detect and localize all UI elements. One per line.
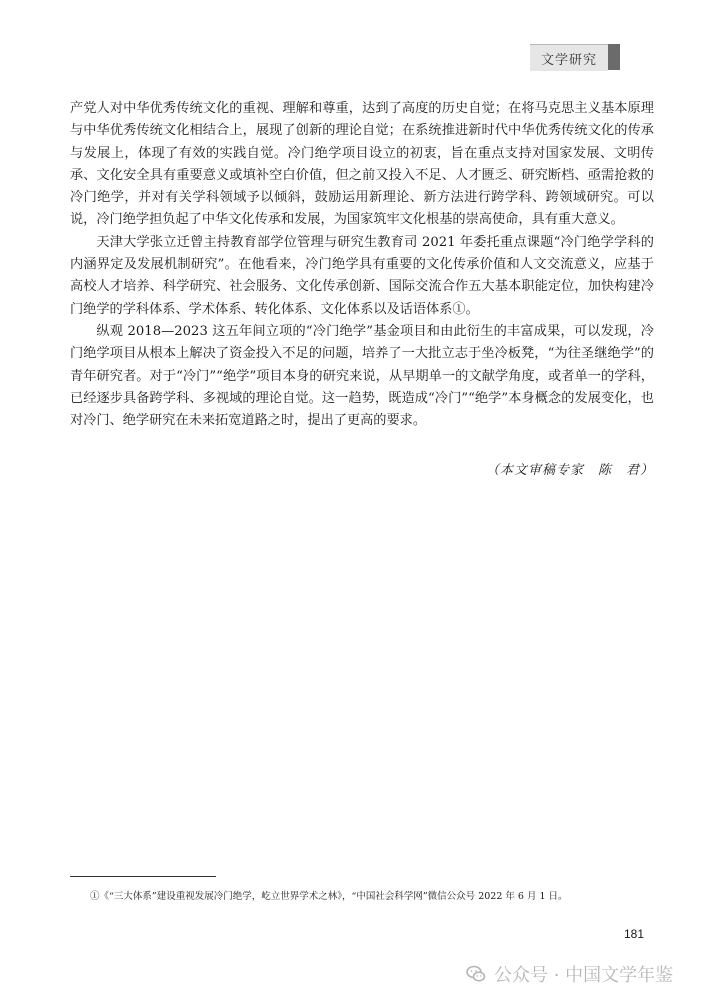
wechat-icon (466, 964, 486, 984)
reviewer-credit: （本文审稿专家 陈 君） (485, 463, 654, 478)
article-paragraph-2: 天津大学张立迁曾主持教育部学位管理与研究生教育司 2021 年委托重点课题“冷门绝学学科的内涵界定及发展机制研究”。在他看来，冷门绝学具有重要的文化传承价值和人文交流意义，应基于高校人才培养、科学研究、社会服务、文化传承创新、国际交流合作五大基本职能定位，加快构建冷门绝学的学科体系、学术体系、转化体系、文化体系以及话语体系①。 (70, 234, 654, 317)
watermark-text: 公众号 · 中国文学年鉴 (494, 965, 674, 986)
section-header-bar (608, 44, 620, 70)
article-paragraph-3: 纵观 2018—2023 这五年间立项的“冷门绝学”基金项目和由此衍生的丰富成果，可以发现，冷门绝学项目从根本上解决了资金投入不足的问题，培养了一大批立志于坐冷板凳，“为往圣继绝学”的青年研究者。对于“冷门”“绝学”项目本身的研究来说，从早期单一的文献学角度，或者单一的学科，已经逐步具备跨学科、多视域的理论自觉。这一趋势，既造成“冷门”“绝学”本身概念的发展变化，也对冷门、绝学研究在未来拓宽道路之时，提出了更高的要求。 (70, 323, 654, 429)
page-number: 181 (623, 927, 644, 941)
section-header-label: 文学研究 (540, 53, 597, 68)
article-body (70, 98, 654, 432)
article-paragraph-1: 产党人对中华优秀传统文化的重视、理解和尊重，达到了高度的历史自觉；在将马克思主义基本原理与中华优秀传统文化相结合上，展现了创新的理论自觉；在系统推进新时代中华优秀传统文化的传承与发展上，体现了有效的实践自觉。冷门绝学项目设立的初衷，旨在重点支持对国家发展、文明传承、文化安全具有重要意义或填补空白价值，但之前又投入不足、人才匮乏、研究断档、亟需抢救的冷门绝学，并对有关学科领域予以倾斜，鼓励运用新理论、新方法进行跨学科、跨领域研究。可以说，冷门绝学担负起了中华文化传承和发展，为国家筑牢文化根基的崇高使命，具有重大意义。 (70, 101, 654, 228)
section-header-tab (530, 44, 608, 71)
footnote-text: ①《“三大体系”建设重视发展冷门绝学，屹立世界学术之林》，“中国社会科学网”微信公众号 2022 年 6 月 1 日。 (90, 891, 568, 902)
watermark (466, 961, 706, 989)
footnote-divider (70, 876, 216, 877)
